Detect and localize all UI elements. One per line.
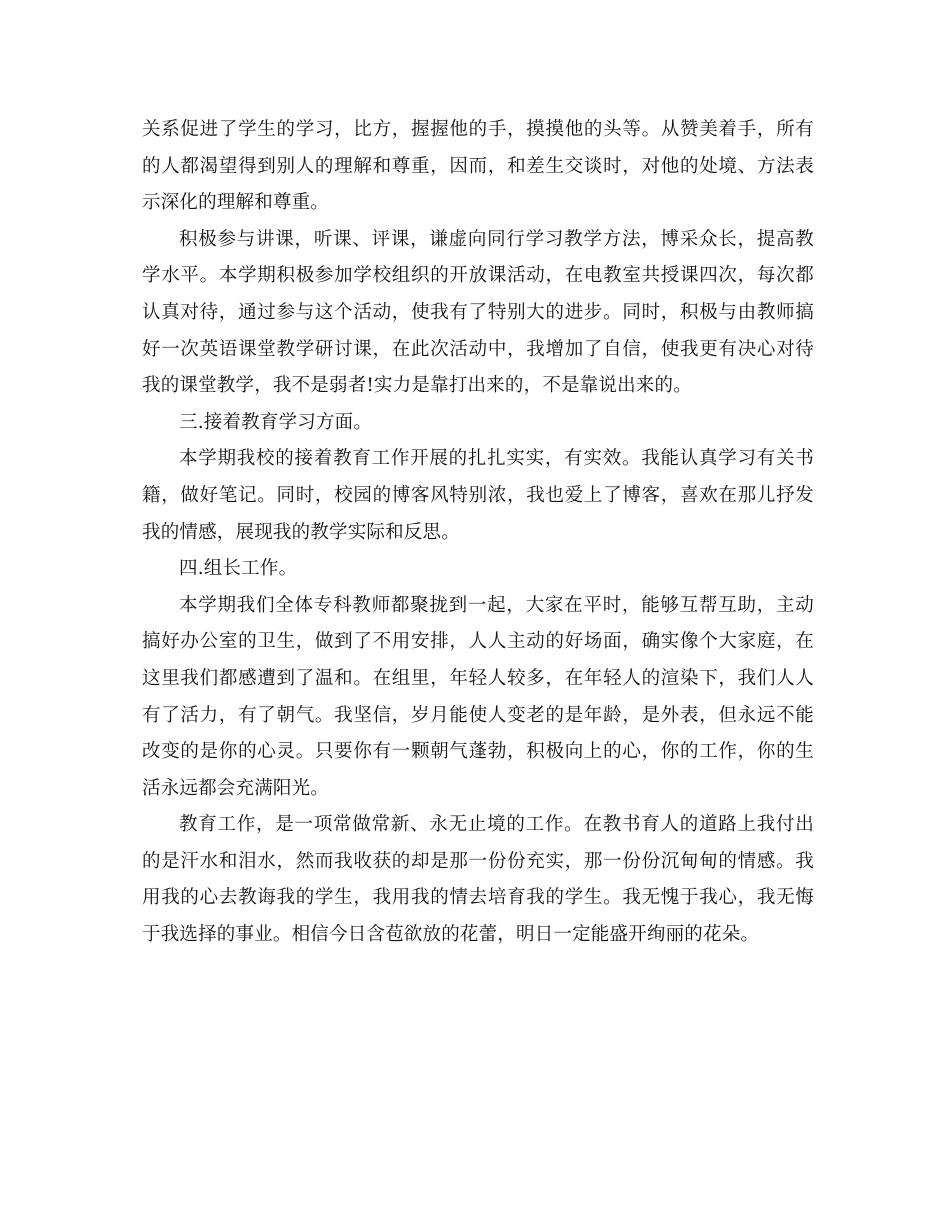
section-heading: 四.组长工作。 [179, 558, 298, 580]
section-heading: 三.接着教育学习方面。 [179, 411, 373, 433]
document-body [142, 112, 814, 954]
paragraph: 关系促进了学生的学习，比方，握握他的手，摸摸他的头等。从赞美着手，所有的人都渴望得到别人的理解和尊重，因而，和差生交谈时，对他的处境、方法表示深化的理解和尊重。 [142, 119, 814, 214]
paragraph: 本学期我们全体专科教师都聚拢到一起，大家在平时，能够互帮互助，主动搞好办公室的卫生，做到了不用安排，人人主动的好场面，确实像个大家庭，在这里我们都感遭到了温和。在组里，年轻人较多，在年轻人的渲染下，我们人人有了活力，有了朝气。我坚信，岁月能使人变老的是年龄，是外表，但永远不能改变的是你的心灵。只要你有一颗朝气蓬勃，积极向上的心，你的工作，你的生活永远都会充满阳光。 [142, 594, 814, 799]
paragraph: 本学期我校的接着教育工作开展的扎扎实实，有实效。我能认真学习有关书籍，做好笔记。同时，校园的博客风特别浓，我也爱上了博客，喜欢在那儿抒发我的情感，展现我的教学实际和反思。 [142, 448, 814, 543]
paragraph: 教育工作，是一项常做常新、永无止境的工作。在教书育人的道路上我付出的是汗水和泪水，然而我收获的却是那一份份充实，那一份份沉甸甸的情感。我用我的心去教诲我的学生，我用我的情去培育我的学生。我无愧于我心，我无悔于我选择的事业。相信今日含苞欲放的花蕾，明日一定能盛开绚丽的花朵。 [142, 814, 814, 946]
paragraph: 积极参与讲课，听课、评课，谦虚向同行学习教学方法，博采众长，提高教学水平。本学期积极参加学校组织的开放课活动，在电教室共授课四次，每次都认真对待，通过参与这个活动，使我有了特别大的进步。同时，积极与由教师搞好一次英语课堂教学研讨课，在此次活动中，我增加了自信，使我更有决心对待我的课堂教学，我不是弱者!实力是靠打出来的，不是靠说出来的。 [142, 228, 814, 397]
